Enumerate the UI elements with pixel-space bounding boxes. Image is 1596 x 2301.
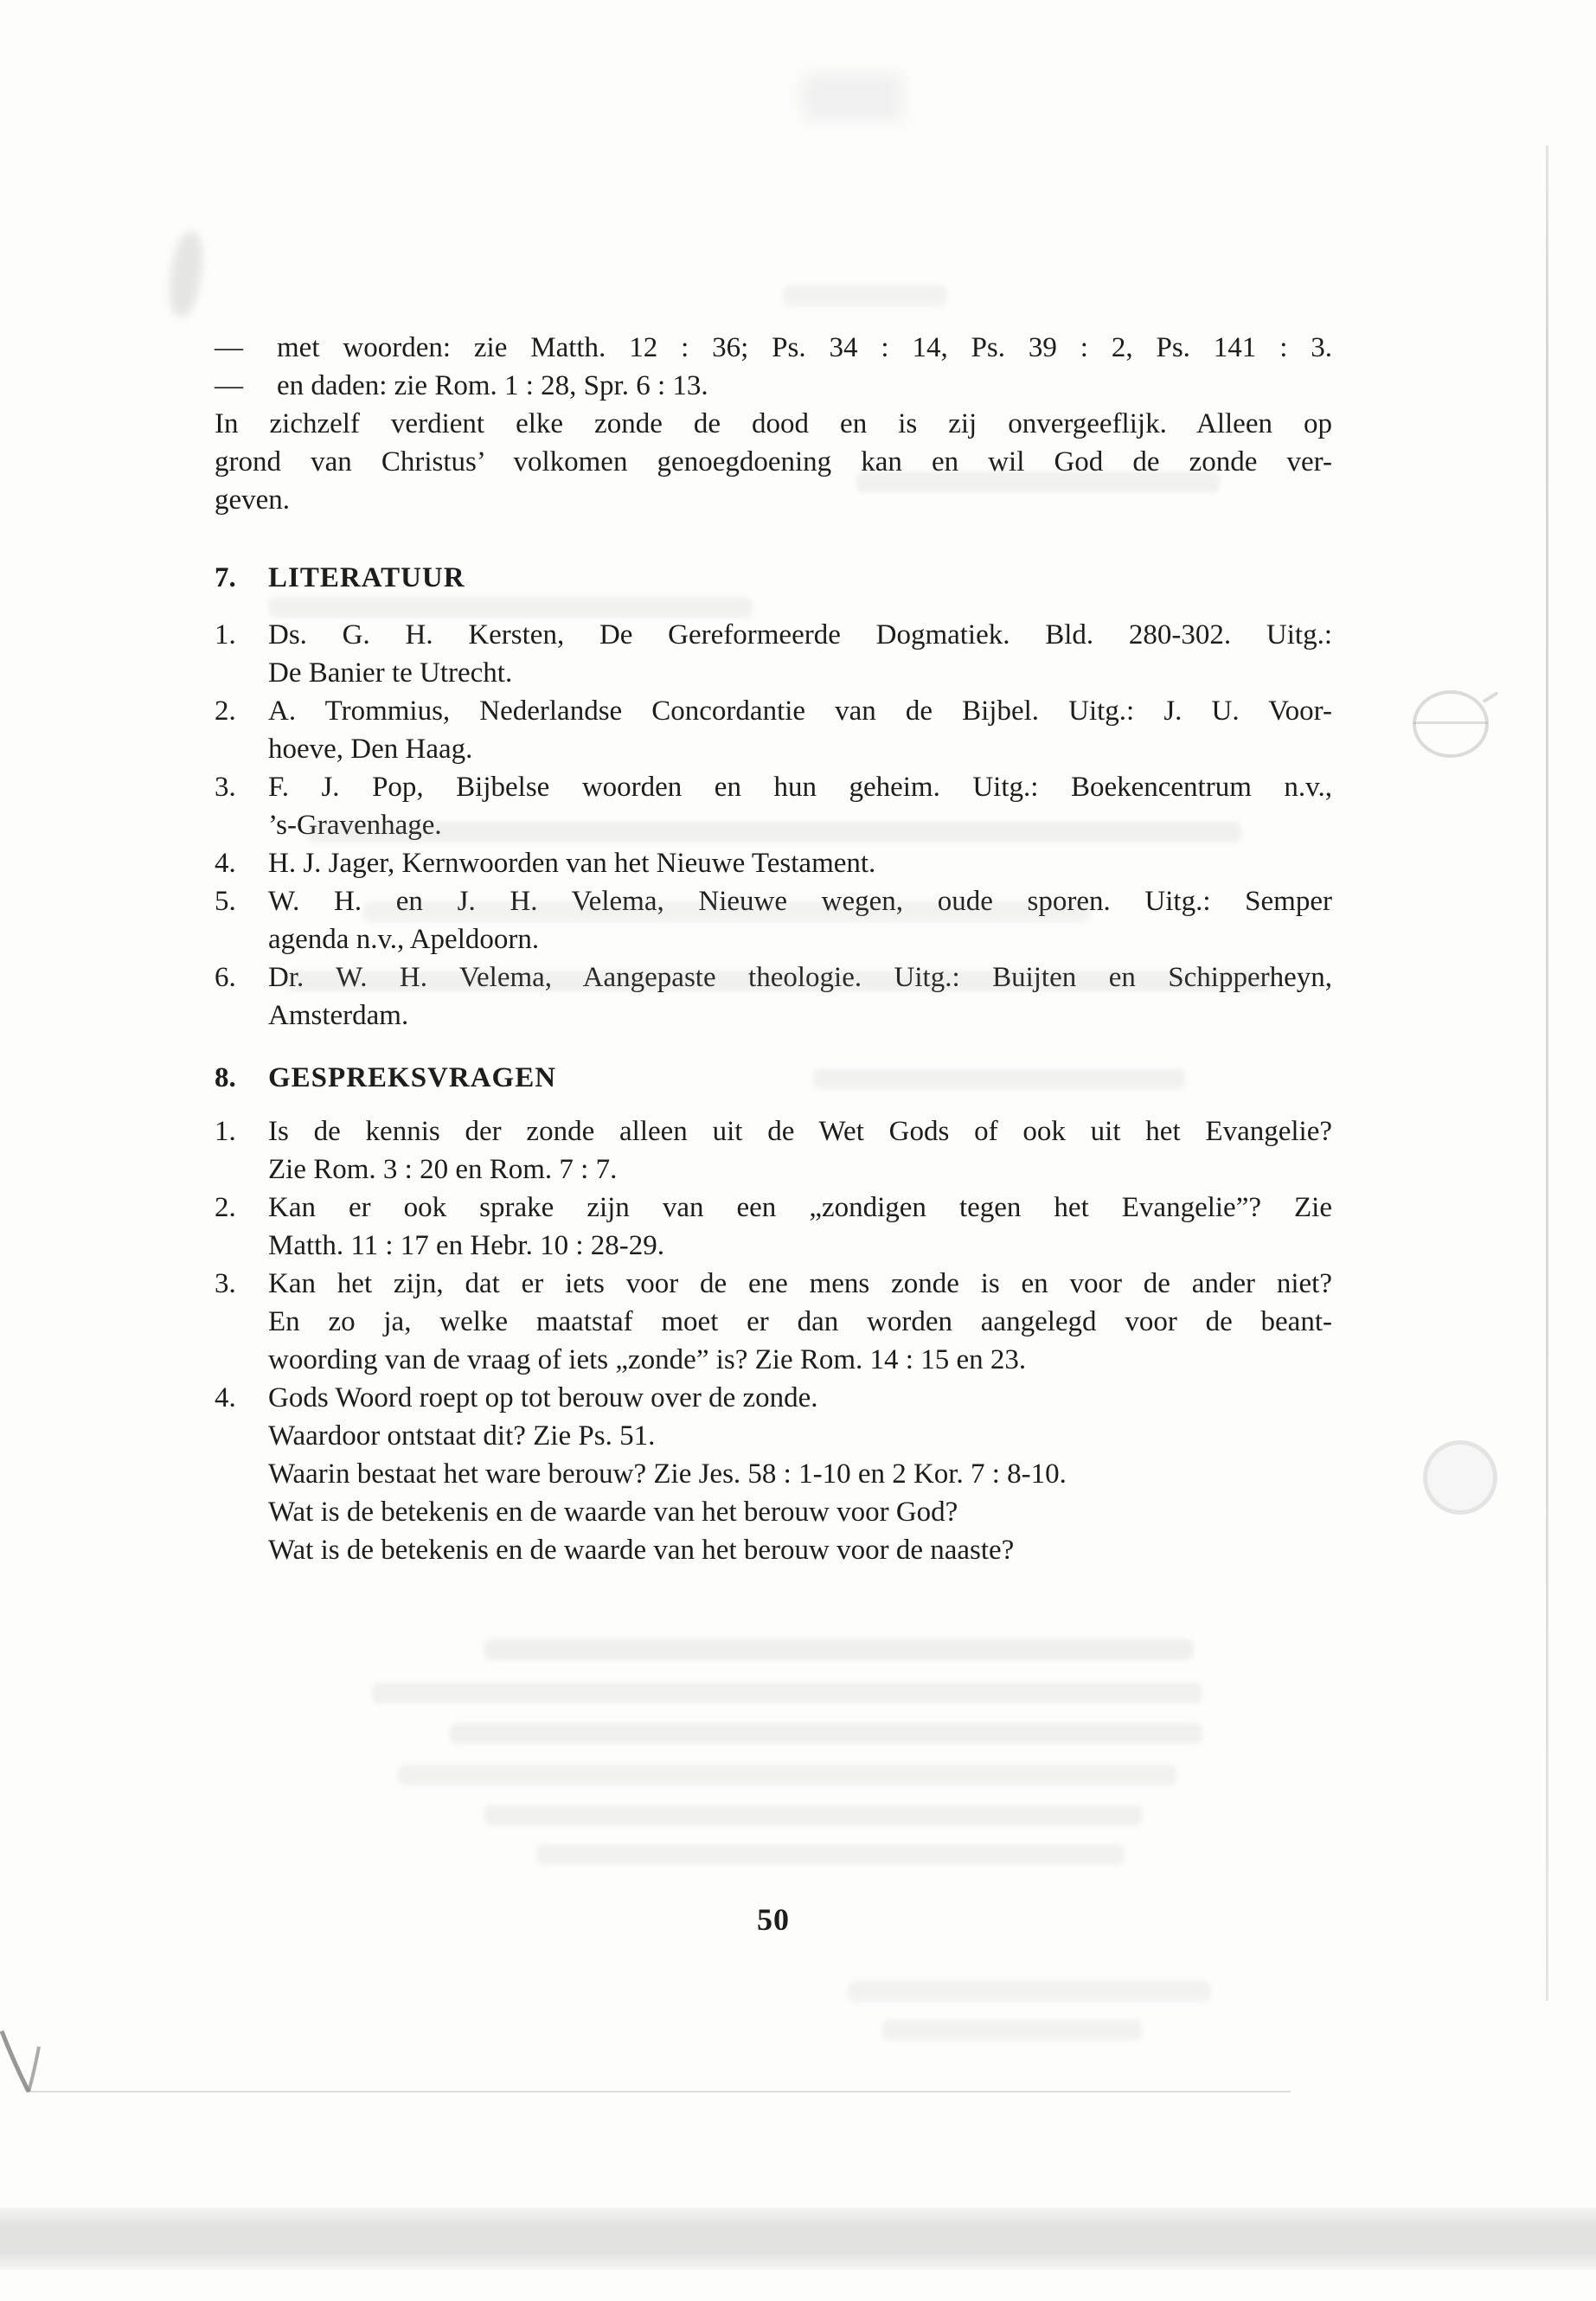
page-crease-line bbox=[28, 2091, 1291, 2093]
item-line: Ds. G. H. Kersten, De Gereformeerde Dogmatiek. Bld. 280-302. Uitg.: bbox=[268, 619, 1332, 651]
scan-shadow-band bbox=[0, 2208, 1596, 2270]
list-item bbox=[215, 692, 1332, 768]
question-text bbox=[268, 1112, 1332, 1189]
page-smudge bbox=[803, 74, 902, 121]
bleed-through-mark bbox=[285, 971, 1272, 991]
item-number: 4. bbox=[215, 848, 236, 879]
item-line: H. J. Jager, Kernwoorden van het Nieuwe Testament. bbox=[268, 848, 876, 879]
bleed-through-mark bbox=[813, 1068, 1185, 1089]
paragraph-line: geven. bbox=[215, 484, 291, 516]
bleed-through-mark bbox=[398, 1765, 1176, 1785]
item-text bbox=[268, 844, 1332, 882]
dash-bullet: — bbox=[215, 332, 243, 363]
question-item bbox=[215, 1112, 1332, 1189]
corner-fold-mark bbox=[0, 2022, 52, 2106]
question-line: Is de kennis der zonde alleen uit de Wet Gods of ook uit het Evangelie? bbox=[268, 1116, 1332, 1147]
bleed-through-mark bbox=[363, 901, 1090, 922]
question-line: Waardoor ontstaat dit? Zie Ps. 51. bbox=[268, 1420, 656, 1452]
section-number: 8. bbox=[215, 1062, 236, 1093]
bleed-through-mark bbox=[484, 1639, 1194, 1660]
question-line: Matth. 11 : 17 en Hebr. 10 : 28-29. bbox=[268, 1230, 664, 1261]
item-line: F. J. Pop, Bijbelse woorden en hun geheim. Uitg.: Boekencentrum n.v., bbox=[268, 772, 1332, 803]
reference-text: met woorden: zie Matth. 12 : 36; Ps. 34 : 14, Ps. 39 : 2, Ps. 141 : 3. bbox=[277, 332, 1332, 363]
question-line: Kan het zijn, dat er iets voor de ene mens zonde is en voor de ander niet? bbox=[268, 1268, 1332, 1299]
section-title: GESPREKSVRAGEN bbox=[268, 1062, 557, 1093]
reference-list bbox=[215, 329, 1332, 405]
scanner-edge-line bbox=[1546, 145, 1548, 2001]
section-number: 7. bbox=[215, 562, 236, 593]
bleed-through-mark bbox=[783, 285, 947, 306]
section-heading-literatuur bbox=[215, 559, 1332, 597]
question-item bbox=[215, 1379, 1332, 1569]
list-item bbox=[215, 844, 1332, 882]
page-smudge bbox=[165, 230, 206, 318]
question-text bbox=[268, 1379, 1332, 1569]
item-line: A. Trommius, Nederlandse Concordantie van de Bijbel. Uitg.: J. U. Voor- bbox=[268, 695, 1332, 727]
question-item bbox=[215, 1189, 1332, 1265]
item-text bbox=[268, 692, 1332, 768]
item-number: 1. bbox=[215, 1116, 236, 1147]
paragraph-line: grond van Christus’ volkomen genoegdoening kan en wil God de zonde ver- bbox=[215, 446, 1332, 478]
question-text bbox=[268, 1265, 1332, 1379]
question-line: Wat is de betekenis en de waarde van het berouw voor de naaste? bbox=[268, 1535, 1015, 1566]
paragraph-line: In zichzelf verdient elke zonde de dood en is zij onvergeeflijk. Alleen op bbox=[215, 408, 1332, 439]
ink-stamp-ring bbox=[1413, 690, 1489, 758]
question-text bbox=[268, 1189, 1332, 1265]
reference-line bbox=[215, 367, 1332, 405]
bleed-through-mark bbox=[268, 597, 753, 618]
item-line: ’s-Gravenhage. bbox=[268, 810, 442, 841]
item-line: De Banier te Utrecht. bbox=[268, 657, 513, 689]
bleed-through-mark bbox=[536, 1844, 1125, 1865]
bleed-through-mark bbox=[882, 2020, 1142, 2041]
bleed-through-mark bbox=[856, 471, 1220, 492]
section-title: LITERATUUR bbox=[268, 562, 465, 593]
reference-text: en daden: zie Rom. 1 : 28, Spr. 6 : 13. bbox=[277, 370, 708, 401]
page-number: 50 bbox=[757, 1902, 790, 1937]
item-text bbox=[268, 616, 1332, 692]
question-line: Waarin bestaat het ware berouw? Zie Jes. 58 : 1-10 en 2 Kor. 7 : 8-10. bbox=[268, 1458, 1067, 1490]
question-item bbox=[215, 1265, 1332, 1379]
item-number: 2. bbox=[215, 1192, 236, 1223]
bleed-through-mark bbox=[848, 1981, 1211, 2002]
item-number: 6. bbox=[215, 962, 236, 993]
faint-stamp-ring bbox=[1423, 1440, 1497, 1515]
item-number: 1. bbox=[215, 619, 236, 651]
reference-line bbox=[215, 329, 1332, 367]
item-line: agenda n.v., Apeldoorn. bbox=[268, 924, 540, 955]
question-line: Kan er ook sprake zijn van een „zondigen tegen het Evangelie”? Zie bbox=[268, 1192, 1332, 1223]
item-line: hoeve, Den Haag. bbox=[268, 734, 473, 765]
bleed-through-mark bbox=[484, 1805, 1142, 1826]
item-line: Amsterdam. bbox=[268, 1000, 409, 1031]
page-content bbox=[215, 329, 1332, 1569]
question-line: woording van de vraag of iets „zonde” is? Zie Rom. 14 : 15 en 23. bbox=[268, 1344, 1027, 1375]
item-number: 2. bbox=[215, 695, 236, 727]
question-line: En zo ja, welke maatstaf moet er dan worden aangelegd voor de beant- bbox=[268, 1306, 1332, 1337]
intro-paragraph bbox=[215, 405, 1332, 519]
item-number: 4. bbox=[215, 1382, 236, 1413]
question-line: Wat is de betekenis en de waarde van het berouw voor God? bbox=[268, 1497, 958, 1528]
questions-list bbox=[215, 1112, 1332, 1569]
dash-bullet: — bbox=[215, 370, 243, 401]
item-number: 5. bbox=[215, 886, 236, 917]
bleed-through-mark bbox=[307, 822, 1241, 843]
question-line: Gods Woord roept op tot berouw over de zonde. bbox=[268, 1382, 818, 1413]
item-number: 3. bbox=[215, 772, 236, 803]
bleed-through-mark bbox=[372, 1682, 1202, 1703]
list-item bbox=[215, 616, 1332, 692]
item-line: Dr. W. H. Velema, Aangepaste theologie. Uitg.: Buijten en Schipperheyn, bbox=[268, 962, 1332, 993]
item-line: W. H. en J. H. Velema, Nieuwe wegen, oude sporen. Uitg.: Semper bbox=[268, 886, 1332, 917]
item-number: 3. bbox=[215, 1268, 236, 1299]
question-line: Zie Rom. 3 : 20 en Rom. 7 : 7. bbox=[268, 1154, 618, 1185]
bleed-through-mark bbox=[450, 1723, 1202, 1744]
